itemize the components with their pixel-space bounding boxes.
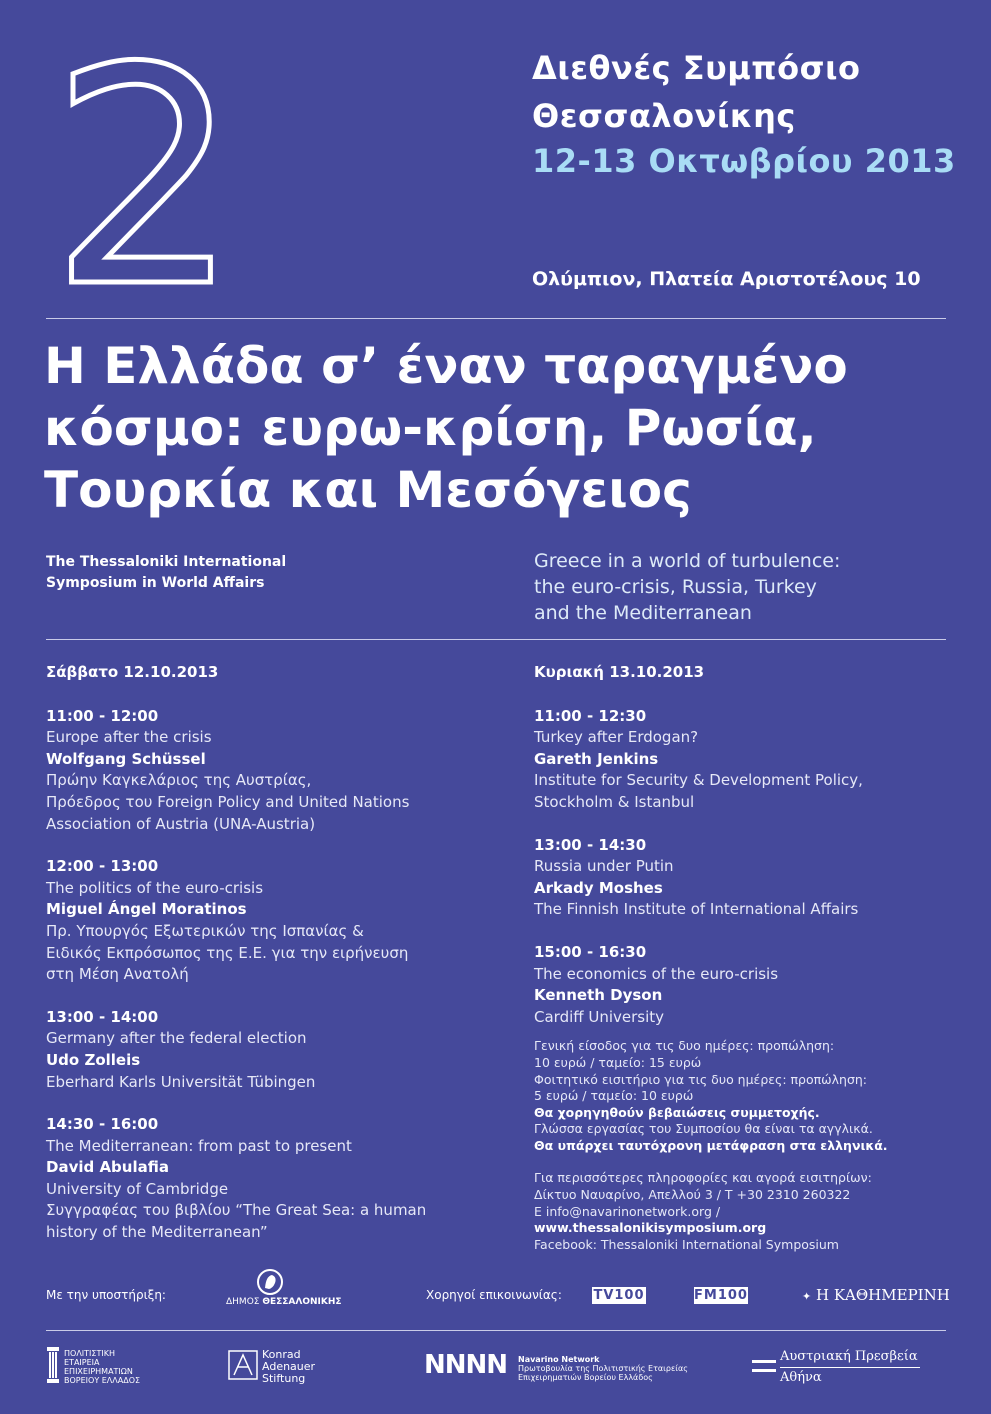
session-speaker: Kenneth Dyson [534, 986, 663, 1005]
day1-program [46, 662, 466, 1265]
pea-line: ΕΤΑΙΡΕΙΑ [64, 1358, 100, 1367]
session-topic: The Mediterranean: from past to present [46, 1136, 352, 1155]
column-emblem-icon [46, 1346, 60, 1384]
speaker-affiliation: Eberhard Karls Universität Tübingen [46, 1072, 316, 1091]
kas-line: Stiftung [262, 1372, 306, 1385]
divider-middle [46, 639, 946, 640]
subtitle-en [534, 548, 840, 626]
pea-logo-text [64, 1349, 140, 1385]
venue: Ολύμπιον, Πλατεία Αριστοτέλους 10 [532, 268, 921, 290]
ticket-info [534, 1038, 954, 1253]
info-line: Γενική είσοδος για τις δυο ημέρες: προπώληση: [534, 1038, 835, 1054]
website-link[interactable]: www.thessalonikisymposium.org [534, 1220, 767, 1236]
session [534, 706, 954, 814]
speaker-affiliation: Institute for Security & Development Policy, [534, 771, 863, 790]
session-topic: Turkey after Erdogan? [534, 728, 699, 747]
pea-line: ΠΟΛΙΤΙΣΤΙΚΗ [64, 1349, 115, 1358]
kas-line: Adenauer [262, 1360, 316, 1373]
session-topic: Germany after the federal election [46, 1029, 307, 1048]
speaker-affiliation: Ειδικός Εκπρόσωπος της Ε.Ε. για την ειρήνευση [46, 943, 409, 962]
session [534, 835, 954, 921]
divider-bottom [46, 1330, 946, 1331]
speaker-affiliation: Πρ. Υπουργός Εξωτερικών της Ισπανίας & [46, 921, 364, 940]
facebook-line: Facebook: Thessaloniki International Symposium [534, 1236, 839, 1252]
dimos-thessalonikis-logo [226, 1298, 342, 1307]
subtitle-en-line-1: Greece in a world of turbulence: [534, 550, 841, 572]
symposium-en-line-2: Symposium in World Affairs [46, 575, 265, 591]
day2-program [534, 662, 954, 1253]
info-line: Δίκτυο Ναυαρίνο, Απελλού 3 / T +30 2310 260322 [534, 1187, 851, 1203]
session-time: 15:00 - 16:30 [534, 942, 647, 961]
pea-line: ΕΠΙΧΕΙΡΗΜΑΤΙΩΝ [64, 1367, 133, 1376]
svg-text:2: 2 [49, 40, 241, 290]
day1-label: Σάββατο 12.10.2013 [46, 663, 219, 681]
kathimerini-logo [802, 1286, 950, 1304]
session-time: 13:00 - 14:00 [46, 1007, 159, 1026]
embassy-flag-icon [752, 1359, 776, 1373]
dimos-text: ΔΗΜΟΣ [226, 1297, 263, 1307]
speaker-affiliation: University of Cambridge [46, 1179, 229, 1198]
speaker-affiliation: history of the Mediterranean” [46, 1223, 268, 1242]
navarino-logo-text [518, 1355, 688, 1382]
contact-line [534, 1204, 954, 1237]
pea-line: ΒΟΡΕΙΟΥ ΕΛΛΑΔΟΣ [64, 1376, 141, 1385]
session-time: 11:00 - 12:30 [534, 706, 647, 725]
austrian-embassy-logo [780, 1347, 920, 1388]
kas-line: Konrad [262, 1348, 301, 1361]
info-line: Για περισσότερες πληροφορίες και αγορά εισιτηρίων: [534, 1170, 872, 1186]
support-label: Με την υποστήριξη: [46, 1288, 166, 1302]
speaker-affiliation: Association of Austria (UNA-Austria) [46, 814, 316, 833]
email-link[interactable]: E info@navarinonetwork.org / [534, 1203, 721, 1219]
header-line-1: Διεθνές Συμπόσιο [532, 49, 861, 87]
speaker-affiliation: Stockholm & Istanbul [534, 792, 695, 811]
session-speaker: Arkady Moshes [534, 878, 663, 897]
dimos-emblem-icon [256, 1268, 284, 1296]
session-speaker: David Abulafia [46, 1158, 169, 1177]
session-time: 12:00 - 13:00 [46, 857, 159, 876]
session-time: 14:30 - 16:00 [46, 1115, 159, 1134]
session [46, 1114, 466, 1244]
title-line-1: Η Ελλάδα σ’ έναν ταραγμένο [44, 337, 848, 395]
info-line: Φοιτητικό εισιτήριο για τις δυο ημέρες: προπώληση: [534, 1071, 868, 1087]
tv100-logo: TV100 [593, 1288, 645, 1303]
info-line: Γλώσσα εργασίας του Συμποσίου θα είναι τα αγγλικά. [534, 1121, 873, 1137]
header-line-2: Θεσσαλονίκης [532, 97, 796, 135]
session-topic: Europe after the crisis [46, 728, 212, 747]
divider-top [46, 318, 946, 319]
title-line-3: Τουρκία και Μεσόγειος [44, 461, 692, 519]
navarino-line: Πρωτοβουλία της Πολιτιστικής Εταιρείας [518, 1364, 688, 1373]
session-speaker: Wolfgang Schüssel [46, 749, 206, 768]
speaker-affiliation: Πρόεδρος του Foreign Policy and United Nations [46, 792, 410, 811]
info-line: 5 ευρώ / ταμείο: 10 ευρώ [534, 1088, 694, 1104]
info-line-bold: Θα χορηγηθούν βεβαιώσεις συμμετοχής. [534, 1104, 820, 1120]
speaker-affiliation: Συγγραφέας του βιβλίου “The Great Sea: a human [46, 1201, 427, 1220]
embassy-line: Αυστριακή Πρεσβεία [780, 1347, 920, 1368]
dimos-city-text: ΘΕΣΣΑΛΟΝΙΚΗΣ [262, 1297, 342, 1307]
session [46, 856, 466, 986]
header-date: 12-13 Οκτωβρίου 2013 [532, 142, 956, 180]
subtitle-en-line-2: the euro-crisis, Russia, Turkey [534, 576, 817, 598]
kathimerini-text: Η ΚΑΘΗΜΕΡΙΝΗ [816, 1286, 950, 1304]
session [46, 706, 466, 836]
info-line: 10 ευρώ / ταμείο: 15 ευρώ [534, 1054, 702, 1070]
session-speaker: Miguel Ángel Moratinos [46, 900, 247, 919]
session [46, 1007, 466, 1093]
info-line-bold: Θα υπάρχει ταυτόχρονη μετάφραση στα ελληνικά. [534, 1137, 888, 1153]
main-title [44, 335, 964, 521]
day2-label: Κυριακή 13.10.2013 [534, 663, 705, 681]
symposium-en-line-1: The Thessaloniki International [46, 554, 287, 570]
speaker-affiliation: στη Μέση Ανατολή [46, 965, 189, 984]
session-time: 11:00 - 12:00 [46, 706, 159, 725]
kas-logo-icon [228, 1350, 258, 1380]
subtitle-en-line-3: and the Mediterranean [534, 602, 752, 624]
kas-logo-text [262, 1349, 315, 1385]
media-sponsors-label: Χορηγοί επικοινωνίας: [426, 1288, 562, 1302]
nnnn-logo: NNNN [424, 1350, 508, 1380]
symposium-name-en [46, 552, 286, 594]
embassy-line: Αθήνα [780, 1370, 822, 1385]
speaker-affiliation: Πρώην Καγκελάριος της Αυστρίας, [46, 771, 312, 790]
session [534, 942, 954, 1028]
title-line-2: κόσμο: ευρω-κρίση, Ρωσία, [44, 399, 817, 457]
navarino-line: Navarino Network [518, 1355, 600, 1364]
speaker-affiliation: Cardiff University [534, 1007, 665, 1026]
speaker-affiliation: The Finnish Institute of International Affairs [534, 900, 859, 919]
session-speaker: Udo Zolleis [46, 1050, 141, 1069]
session-topic: The politics of the euro-crisis [46, 878, 264, 897]
session-time: 13:00 - 14:30 [534, 835, 647, 854]
bird-icon: ✦ [802, 1290, 812, 1303]
navarino-line: Επιχειρηματιών Βορείου Ελλάδος [518, 1373, 653, 1382]
fm100-logo: FM100 [694, 1288, 748, 1303]
session-speaker: Gareth Jenkins [534, 749, 659, 768]
big-number-two [40, 40, 250, 290]
session-topic: The economics of the euro-crisis [534, 964, 779, 983]
session-topic: Russia under Putin [534, 857, 674, 876]
